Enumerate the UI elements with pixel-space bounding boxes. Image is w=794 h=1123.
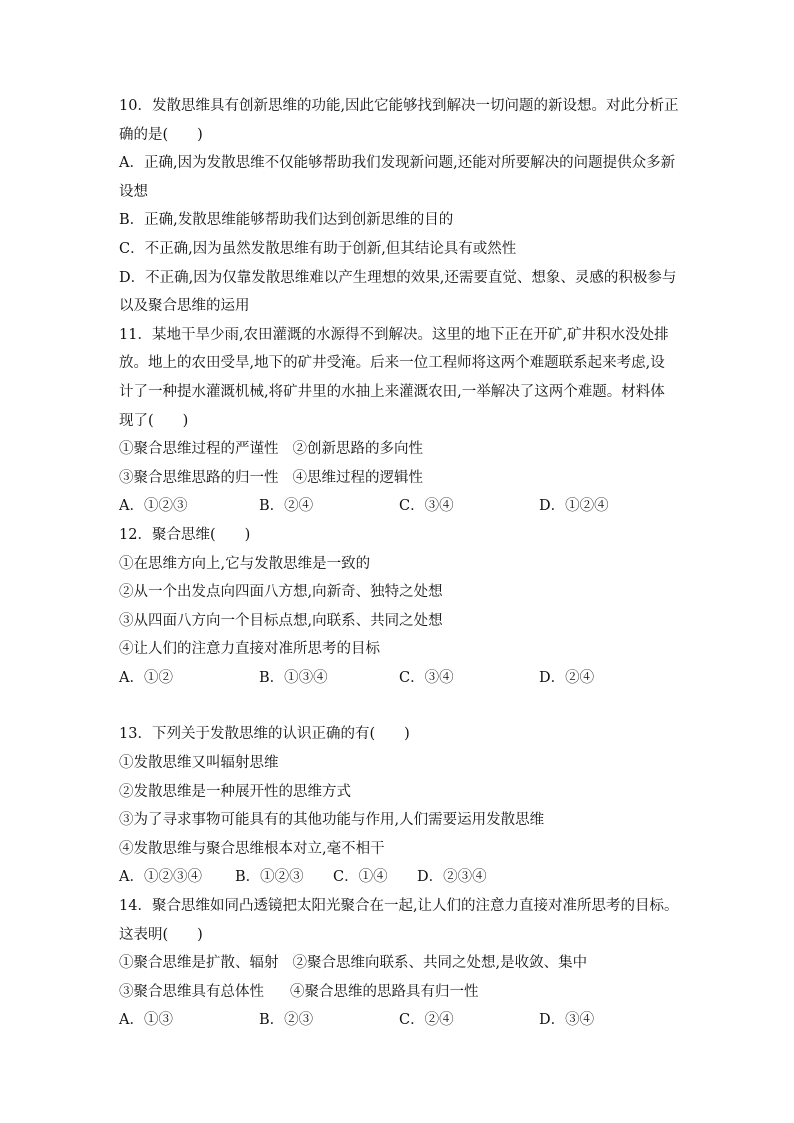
statement-4: ④思维过程的逻辑性 xyxy=(292,469,423,486)
statement-3: ③聚合思维思路的归一性 xyxy=(119,469,279,486)
question-11-statement-row xyxy=(119,464,699,493)
spacer xyxy=(119,692,699,720)
question-11-stem-line: 现了( ) xyxy=(119,412,189,429)
question-13-choices xyxy=(119,863,699,892)
statement-3: ③聚合思维具有总体性 xyxy=(119,983,264,1000)
choice-c: C．①④ xyxy=(333,869,388,886)
question-12-stem-line: 12．聚合思维( ) xyxy=(119,526,251,543)
choice-a: A．①③ xyxy=(119,1012,173,1029)
question-14-stem-line: 这表明( ) xyxy=(119,926,203,943)
question-12-choices xyxy=(119,664,699,693)
question-12-statement: ④让人们的注意力直接对准所思考的目标 xyxy=(119,641,380,658)
choice-d: D．②④ xyxy=(539,669,595,686)
question-11-stem-line: 计了一种提水灌溉机械,将矿井里的水抽上来灌溉农田,一举解决了这两个难题。材料体 xyxy=(119,383,665,400)
question-11-stem-line: 11．某地干旱少雨,农田灌溉的水源得不到解决。这里的地下正在开矿,矿井积水没处排 xyxy=(119,326,669,343)
question-14-stem-line: 14．聚合思维如同凸透镜把太阳光聚合在一起,让人们的注意力直接对准所思考的目标。 xyxy=(119,898,679,915)
statement-4: ④聚合思维的思路具有归一性 xyxy=(290,983,479,1000)
choice-c: C．③④ xyxy=(399,669,454,686)
choice-d: D．①②④ xyxy=(539,498,609,515)
choice-a: A．①②③ xyxy=(119,498,188,515)
question-12-statement: ③从四面八方向一个目标点想,向联系、共同之处想 xyxy=(119,612,443,629)
question-11-choices xyxy=(119,492,699,521)
question-10-option-a-cont: 设想 xyxy=(119,183,148,200)
question-10-option-c: C．不正确,因为虽然发散思维有助于创新,但其结论具有或然性 xyxy=(119,240,517,257)
question-13 xyxy=(119,720,699,892)
question-12-statement: ①在思维方向上,它与发散思维是一致的 xyxy=(119,555,371,572)
statement-2: ②创新思路的多向性 xyxy=(292,441,423,458)
question-11-stem-line: 放。地上的农田受旱,地下的矿井受淹。后来一位工程师将这两个难题联系起来考虑,设 xyxy=(119,355,665,372)
question-11-statement-row xyxy=(119,435,699,464)
question-13-statement: ①发散思维又叫辐射思维 xyxy=(119,755,279,772)
question-12 xyxy=(119,521,699,693)
question-14 xyxy=(119,892,699,1035)
question-10 xyxy=(119,92,699,321)
choice-a: A．①② xyxy=(119,669,173,686)
choice-d: D．③④ xyxy=(539,1012,595,1029)
question-10-option-b: B．正确,发散思维能够帮助我们达到创新思维的目的 xyxy=(119,212,454,229)
choice-a: A．①②③④ xyxy=(119,869,202,886)
question-14-choices xyxy=(119,1006,699,1035)
question-13-statement: ③为了寻求事物可能具有的其他功能与作用,人们需要运用发散思维 xyxy=(119,812,545,829)
statement-1: ①聚合思维是扩散、辐射 xyxy=(119,955,279,972)
question-13-stem-line: 13．下列关于发散思维的认识正确的有( ) xyxy=(119,726,410,743)
statement-2: ②聚合思维向联系、共同之处想,是收敛、集中 xyxy=(292,955,588,972)
choice-d: D．②③④ xyxy=(417,869,487,886)
choice-b: B．①②③ xyxy=(235,869,304,886)
question-10-option-a: A．正确,因为发散思维不仅能够帮助我们发现新问题,还能对所要解决的问题提供众多新 xyxy=(119,155,676,172)
question-content xyxy=(119,92,699,1035)
question-10-stem-line: 确的是( ) xyxy=(119,126,203,143)
question-13-statement: ④发散思维与聚合思维根本对立,毫不相干 xyxy=(119,840,385,857)
question-11 xyxy=(119,321,699,521)
question-12-statement: ②从一个出发点向四面八方想,向新奇、独特之处想 xyxy=(119,584,443,601)
question-10-stem-line: 10．发散思维具有创新思维的功能,因此它能够找到解决一切问题的新设想。对此分析正 xyxy=(119,98,679,114)
question-14-statement-row xyxy=(119,978,699,1007)
choice-c: C．③④ xyxy=(399,498,454,515)
question-10-option-d-cont: 以及聚合思维的运用 xyxy=(119,298,250,315)
choice-c: C．②④ xyxy=(399,1012,454,1029)
choice-b: B．①③④ xyxy=(259,669,328,686)
question-13-statement: ②发散思维是一种展开性的思维方式 xyxy=(119,783,351,800)
statement-1: ①聚合思维过程的严谨性 xyxy=(119,441,279,458)
question-14-statement-row xyxy=(119,949,699,978)
question-10-option-d: D．不正确,因为仅靠发散思维难以产生理想的效果,还需要直觉、想象、灵感的积极参与 xyxy=(119,269,677,286)
choice-b: B．②④ xyxy=(259,498,314,515)
choice-b: B．②③ xyxy=(259,1012,314,1029)
